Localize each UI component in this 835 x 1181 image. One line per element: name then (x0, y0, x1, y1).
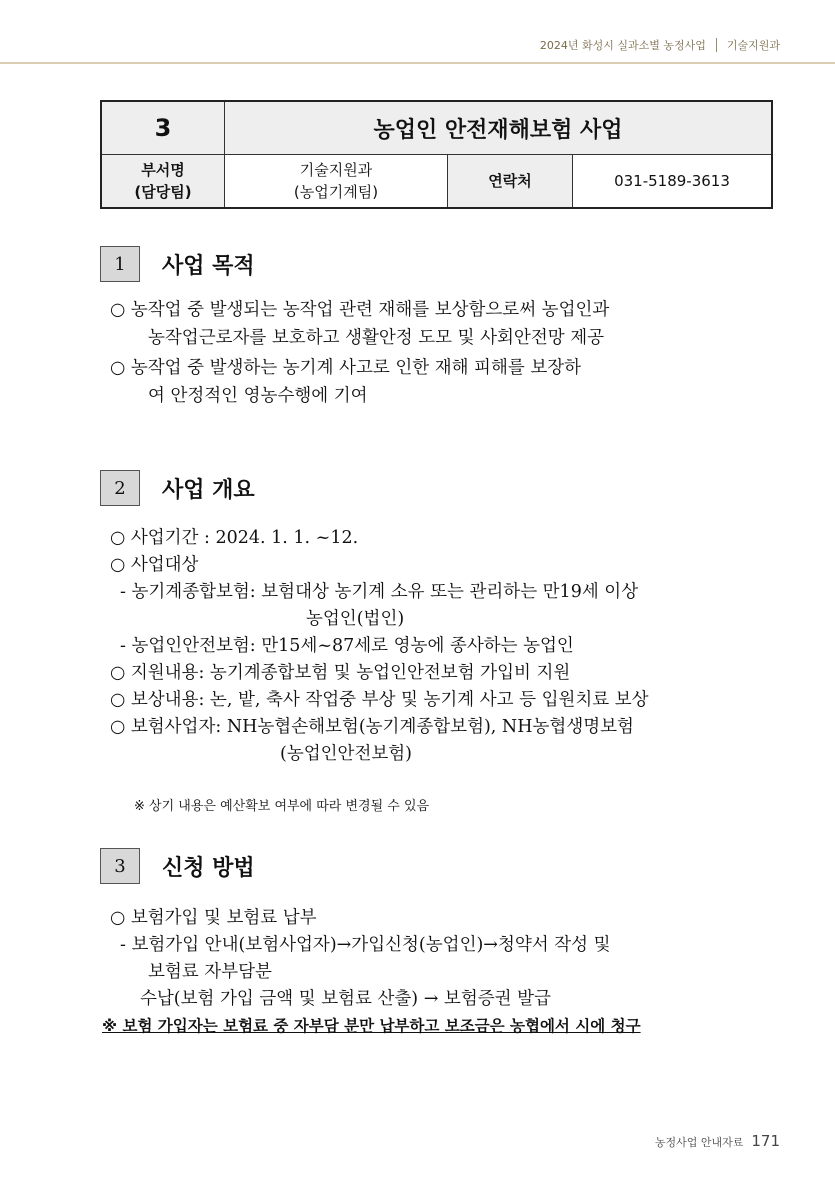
running-header (540, 37, 780, 53)
dept-value (225, 155, 448, 209)
section-number-badge: 2 (100, 470, 140, 506)
application-line: - 보험가입 안내(보험사업자)→가입신청(농업인)→청약서 작성 및 (120, 935, 611, 955)
section-title: 신청 방법 (162, 855, 255, 881)
page-footer (655, 1132, 780, 1150)
overview-line: ○ 보험사업자: NH농협손해보험(농기계종합보험), NH농협생명보험 (110, 717, 634, 737)
overview-line: (농업인안전보험) (280, 744, 412, 764)
project-title-table (100, 100, 773, 209)
section-heading-purpose (100, 246, 255, 282)
budget-note: ※ 상기 내용은 예산확보 여부에 따라 변경될 수 있음 (134, 799, 430, 814)
application-line: ○ 보험가입 및 보험료 납부 (110, 908, 317, 928)
overview-body (110, 524, 780, 824)
section-title: 사업 개요 (162, 477, 255, 503)
purpose-line: 여 안정적인 영농수행에 기여 (148, 386, 368, 406)
purpose-line: ○ 농작업 중 발생하는 농기계 사고로 인한 재해 피해를 보장하 (110, 358, 582, 378)
page-number: 171 (751, 1132, 780, 1150)
section-number-badge: 1 (100, 246, 140, 282)
section-heading-overview (100, 470, 255, 506)
project-number: 3 (101, 101, 225, 155)
section-title: 사업 목적 (162, 253, 255, 279)
project-title: 농업인 안전재해보험 사업 (225, 101, 773, 155)
dept-label-line2: (담당팀) (134, 183, 192, 201)
subsidy-claim-note: ※ 보험 가입자는 보험료 중 자부담 분만 납부하고 보조금은 농협에서 시에 청구 (102, 1017, 641, 1035)
overview-line: ○ 사업대상 (110, 555, 199, 575)
dept-value-line1: 기술지원과 (299, 161, 373, 179)
header-rule (0, 62, 835, 64)
contact-value: 031-5189-3613 (573, 155, 773, 209)
contact-label: 연락처 (448, 155, 573, 209)
footer-label: 농정사업 안내자료 (654, 1136, 744, 1149)
header-separator (716, 38, 717, 52)
application-line: 보험료 자부담분 (148, 962, 272, 982)
running-header-dept: 기술지원과 (726, 39, 780, 52)
overview-line: ○ 보상내용: 논, 밭, 축사 작업중 부상 및 농기계 사고 등 입원치료 보상 (110, 690, 649, 710)
overview-line: - 농기계종합보험: 보험대상 농기계 소유 또는 관리하는 만19세 이상 (120, 582, 639, 602)
section-heading-application (100, 848, 255, 884)
section-number-badge: 3 (100, 848, 140, 884)
overview-line: 농업인(법인) (306, 609, 405, 629)
running-header-title: 2024년 화성시 실과소별 농정사업 (539, 39, 706, 52)
application-body (102, 904, 780, 1035)
dept-value-line2: (농업기계팀) (293, 183, 379, 201)
purpose-body (110, 296, 780, 426)
purpose-line: 농작업근로자를 보호하고 생활안정 도모 및 사회안전망 제공 (148, 328, 604, 348)
application-line: 수납(보험 가입 금액 및 보험료 산출) → 보험증권 발급 (140, 989, 551, 1009)
dept-label-line1: 부서명 (141, 161, 185, 179)
overview-line: ○ 지원내용: 농기계종합보험 및 농업인안전보험 가입비 지원 (110, 663, 571, 683)
overview-line: - 농업인안전보험: 만15세~87세로 영농에 종사하는 농업인 (120, 636, 574, 656)
dept-label (101, 155, 225, 209)
overview-line: ○ 사업기간 : 2024. 1. 1. ~12. (110, 528, 359, 548)
purpose-line: ○ 농작업 중 발생되는 농작업 관련 재해를 보상함으로써 농업인과 (110, 300, 610, 320)
